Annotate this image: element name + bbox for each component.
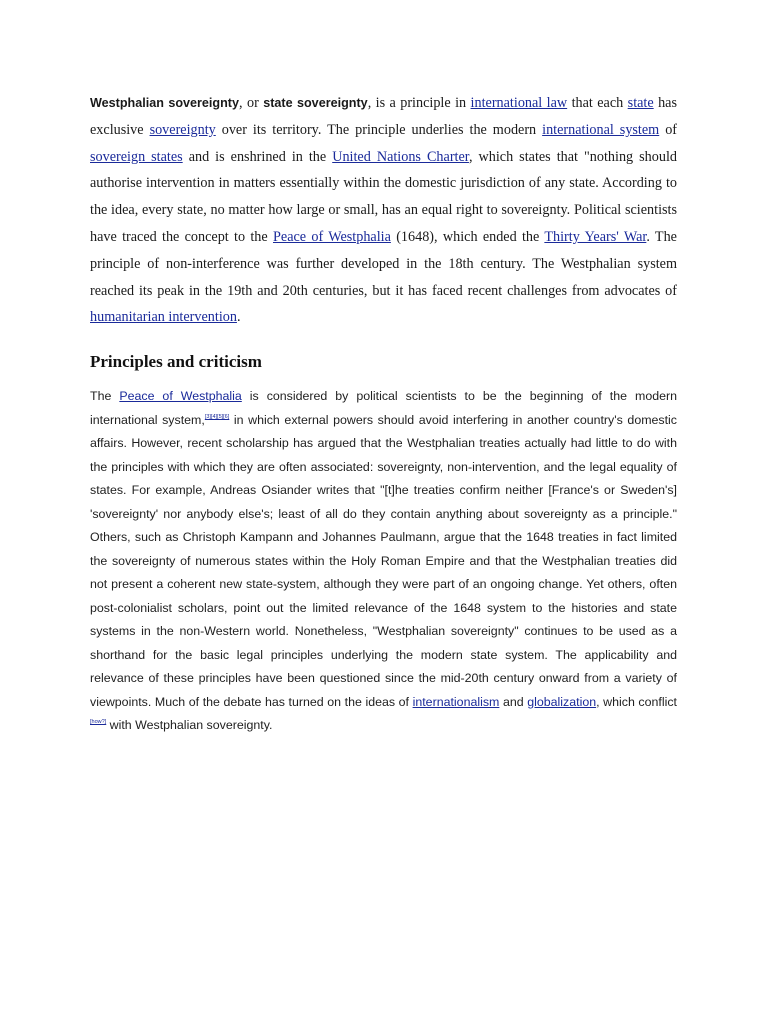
- link-state[interactable]: state: [627, 95, 654, 111]
- text: over its territory. The principle underlies the modern: [215, 121, 543, 138]
- intro-paragraph: [90, 90, 677, 331]
- section-heading: Principles and criticism: [90, 352, 262, 372]
- text: has exclusive: [90, 95, 678, 138]
- text: The: [90, 389, 120, 404]
- citation-ref[interactable]: [3][4][5][6]: [204, 413, 230, 420]
- link-globalization[interactable]: globalization: [527, 694, 597, 709]
- link-humanitarian-intervention[interactable]: humanitarian intervention: [90, 309, 237, 326]
- text: is considered by political scientists to be the beginning of the modern international system,: [90, 389, 678, 427]
- text: , is a principle in: [367, 95, 471, 111]
- link-peace-of-westphalia-2[interactable]: Peace of Westphalia: [119, 389, 242, 404]
- link-international-system[interactable]: international system: [542, 121, 660, 138]
- link-united-nations-charter[interactable]: United Nations Charter: [332, 148, 469, 165]
- link-international-law[interactable]: international law: [470, 95, 568, 111]
- link-thirty-years-war[interactable]: Thirty Years' War: [544, 228, 647, 245]
- text: of: [659, 121, 678, 138]
- text: , which states that "nothing should authorise intervention in matters essentially within the domestic jurisdiction of any state. According to the idea, every state, no matter how large or small, has an equal right to sovereignty. Political scientists have traced the concept to the: [90, 148, 677, 245]
- term-state-sovereignty: state sovereignty: [263, 96, 368, 110]
- text: and is enshrined in the: [182, 148, 333, 165]
- text: , which conflict: [596, 694, 677, 709]
- link-sovereign-states[interactable]: sovereign states: [90, 148, 183, 165]
- text: in which external powers should avoid interfering in another country's domestic affairs. However, recent scholarship has argued that the Westphalian treaties actually had little to do with the principles with which they are often associated: sovereignty, non-intervention, and the legal equality of states. For example, Andreas Osiander writes that "[t]he treaties confirm neither [France's or Sweden's] 'sovereignty' nor anybody else's; least of all do they contain anything about sovereignty as a principle." Others, such as Christoph Kampann and Johannes Paulmann, argue that the 1648 treaties in fact limited the sovereignty of numerous states within the Holy Roman Empire and that the Westphalian treaties did not present a coherent new state-system, although they were part of an ongoing change. Yet others, often post-colonialist scholars, point out the limited relevance of the 1648 system to the histories and state systems in the non-Western world. Nonetheless, "Westphalian sovereignty" continues to be used as a shorthand for the basic legal principles underlying the modern state system. The applicability and relevance of these principles have been questioned since the mid-20th century onward from a variety of viewpoints. Much of the debate has turned on the ideas of: [90, 412, 678, 709]
- link-peace-of-westphalia[interactable]: Peace of Westphalia: [273, 228, 391, 245]
- section-paragraph: [90, 385, 677, 738]
- text: (1648), which ended the: [390, 228, 545, 245]
- link-internationalism[interactable]: internationalism: [412, 694, 500, 709]
- text: , or: [239, 95, 264, 111]
- text: that each: [567, 95, 628, 111]
- term-westphalian-sovereignty: Westphalian sovereignty: [90, 96, 240, 110]
- article-body: [90, 90, 677, 738]
- text: with Westphalian sovereignty.: [106, 718, 273, 733]
- clarification-needed-ref[interactable]: [how?]: [90, 719, 107, 726]
- text: and: [499, 694, 528, 709]
- text: .: [236, 309, 241, 326]
- link-sovereignty[interactable]: sovereignty: [149, 121, 216, 138]
- text: . The principle of non-interference was further developed in the 18th century. The Westphalian system reached its peak in the 19th and 20th centuries, but it has faced recent challenges from advocates of: [90, 228, 677, 299]
